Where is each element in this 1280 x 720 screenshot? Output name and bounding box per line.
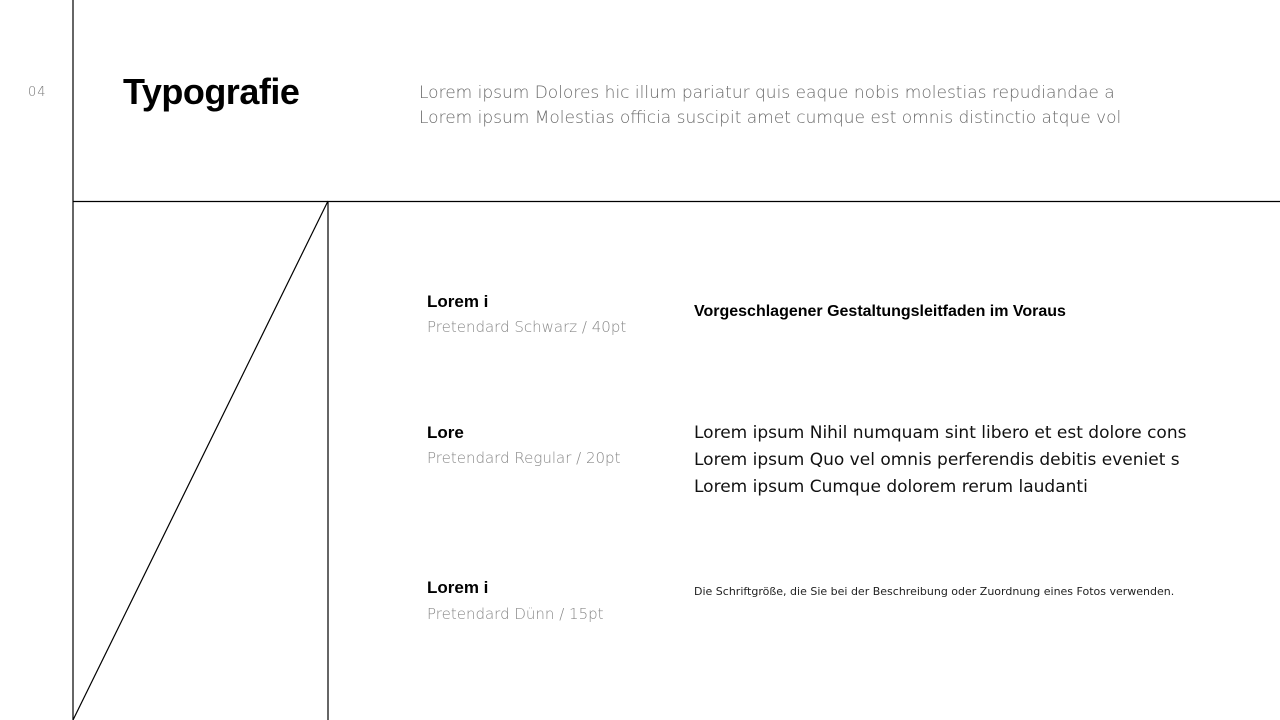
- page-number: 04: [28, 85, 47, 100]
- style-name-thin: Lorem i: [427, 578, 489, 597]
- intro-text: [419, 81, 1239, 131]
- sample-line: Lorem ipsum Quo vel omnis perferendis debitis eveniet s: [694, 450, 1180, 470]
- style-name-regular: Lore: [427, 423, 464, 442]
- style-spec-black: Pretendard Schwarz / 40pt: [427, 318, 627, 336]
- sample-text-black: Vorgeschlagener Gestaltungsleitfaden im Voraus: [694, 303, 1066, 320]
- diagonal-rule: [73, 201, 328, 720]
- style-spec-regular: Pretendard Regular / 20pt: [427, 449, 621, 467]
- page-title: Typografie: [123, 71, 300, 112]
- intro-line: Lorem ipsum Molestias officia suscipit amet cumque est omnis distinctio atque vol: [419, 108, 1122, 128]
- sample-line: Lorem ipsum Nihil numquam sint libero et est dolore cons: [694, 423, 1187, 443]
- style-name-black: Lorem i: [427, 292, 489, 311]
- intro-line: Lorem ipsum Dolores hic illum pariatur quis eaque nobis molestias repudiandae a: [419, 83, 1115, 103]
- sample-text-regular: [694, 420, 1186, 501]
- sample-text-thin: Die Schriftgröße, die Sie bei der Beschreibung oder Zuordnung eines Fotos verwenden.: [694, 585, 1175, 598]
- sample-line: Lorem ipsum Cumque dolorem rerum laudanti: [694, 477, 1088, 497]
- style-spec-thin: Pretendard Dünn / 15pt: [427, 605, 604, 623]
